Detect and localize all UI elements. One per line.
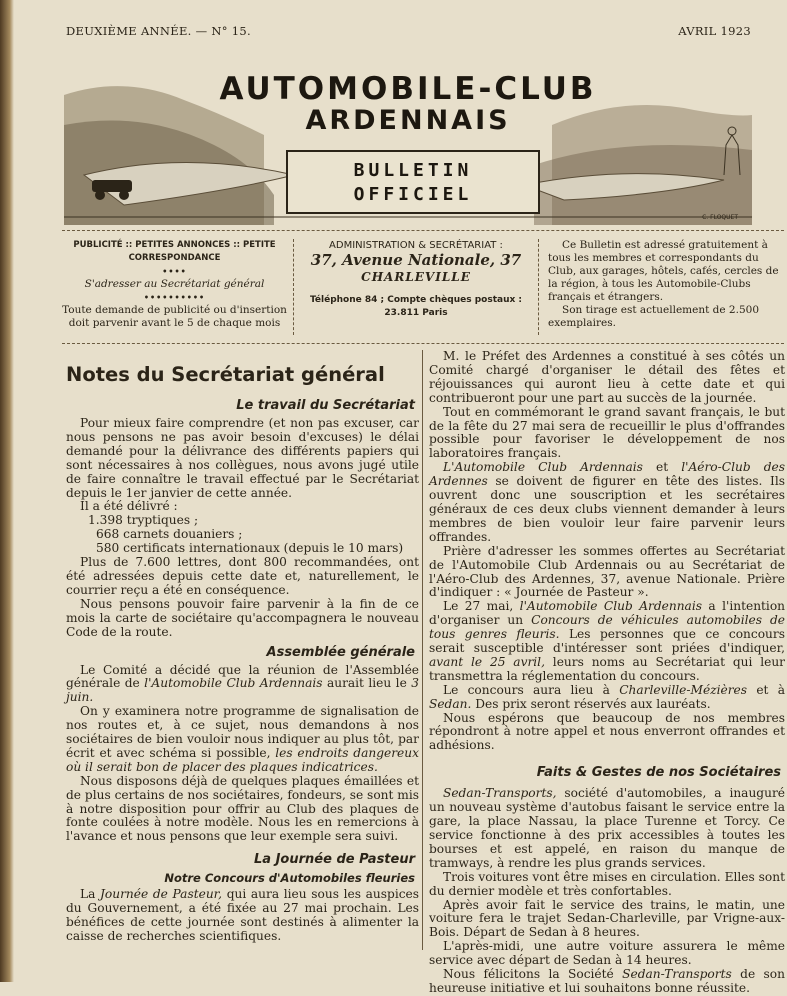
section-subheading-concours: Notre Concours d'Automobiles fleuries [164,871,415,886]
section-heading-pasteur: La Journée de Pasteur [254,852,415,868]
paragraph: Le 27 mai, l'Automobile Club Ardennais a l'intention d'organiser un Concours de véhicules automobiles de tous genres fleuris. Les personnes que ce concours serait susceptible d'intéresser sont priées d'indiquer, avant le 25 avril, leurs noms au Secrétariat qui leur transmettra la réglementation du concours. [429,599,786,683]
info-box [62,230,784,344]
paragraph: Prière d'adresser les sommes offertes au Secrétariat de l'Automobile Club Ardennais ou au Secrétariat de l'Aéro-Club des Ardennes, 37, avenue Nationale. Prière d'indiquer : « Journée de Pasteur ». [429,543,785,600]
bulletin-plaque [286,150,540,214]
masthead-title: AUTOMOBILE-CLUB [219,71,597,107]
main-heading: Notes du Secrétariat général [66,363,385,386]
paragraph: Sedan-Transports, société d'automobiles, a inauguré un nouveau système d'autobus faisant le service entre la gare, la place Nassau, la place Turenne et Torcy. Ce service fonctionne à des prix accessibles à toutes les bourses et est appelé, en raison du manque de tramways, à rendre les plus grands services. [429,786,785,870]
admin-heading: ADMINISTRATION & SECRÉTARIAT : [329,240,503,251]
paragraph: Nous félicitons la Société Sedan-Transports de son heureuse initiative et lui souhaitons bonne réussite. [429,967,785,995]
newspaper-page [18,0,786,995]
issue-number: DEUXIÈME ANNÉE. — N° 15. [66,24,251,38]
paragraph: Pour mieux faire comprendre (et non pas excuser, car nous pensons ne pas avoir besoin d'excuses) le délai demandé pour la délivrance des différents papiers qui sont nécessaires à nos collègues, nous avons jugé utile de faire connaître le travail effectué par le Secrétariat depuis le 1er janvier de cette année. [66,416,419,500]
circulation-text: Son tirage est actuellement de 2.500 exemplaires. [548,304,759,329]
masthead [64,55,752,225]
administration-info [293,239,539,335]
running-header [66,24,751,42]
paragraph: Plus de 7.600 lettres, dont 800 recommandées, ont été adressées depuis cette date et, naturellement, le courrier reçu a été en conséquence. [66,555,419,597]
list-item: 668 carnets douaniers ; [96,527,243,542]
dots-divider: •••• [162,266,187,276]
plaque-line-2: OFFICIEL [353,184,473,205]
dots-divider: •••••••••• [143,292,206,302]
advertising-info [62,239,287,335]
phone-line: Téléphone 84 ; Compte chèques postaux : 23.811 Paris [309,295,523,318]
paragraph: Nous disposons déjà de quelques plaques émaillées et de plus certains de nos sociétaires, fondeurs, se sont mis à notre disposition pour offrir au Club des plaques de fonte coulées à notre modèle. Nous les en remercions à l'avance et nous pensons que leur exemple sera suivi. [66,773,419,844]
paragraph: On y examinera notre programme de signalisation de nos routes et, à ce sujet, nous demandons à nos sociétaires de bien vouloir nous indiquer au plus tôt, par écrit et avec schéma si possible, les endroits dangereux où il serait bon de placer des plaques indicatrices. [66,704,419,774]
paragraph: Trois voitures vont être mises en circulation. Elles sont du dernier modèle et très confortables. [429,869,785,898]
address: 37, Avenue Nationale, 37 [310,251,522,269]
plaque-line-1: BULLETIN [353,160,473,181]
list-item: 580 certificats internationaux (depuis le 10 mars) [96,541,404,556]
services-line: PUBLICITÉ :: PETITES ANNONCES :: PETITE CORRESPONDANCE [73,240,276,263]
delivered-list [88,514,419,556]
paragraph: L'après-midi, une autre voiture assurera le même service avec départ de Sedan à 14 heures. [429,939,785,968]
paragraph: Tout en commémorant le grand savant français, le but de la fête du 27 mai sera de recueillir le plus d'offrandes possible pour favoriser le développement de nos laboratoires français. [429,404,785,461]
left-column [66,350,419,944]
paragraph: L'Automobile Club Ardennais et l'Aéro-Club des Ardennes se doivent de figurer en tête des listes. Ils ouvrent donc une souscription et les secrétaires généraux de ces deux clubs viennent demander à leurs membres de bien vouloir leur faire parvenir leurs offrandes. [429,460,786,544]
distribution-info [542,239,787,335]
contact-line: S'adresser au Secrétariat général [84,278,265,290]
paragraph: Nous pensons pouvoir faire parvenir à la fin de ce mois la carte de sociétaire qu'accompagnera le nouveau Code de la route. [66,596,419,639]
artist-signature: C. FLOQUET [702,214,738,221]
paragraph: Après avoir fait le service des trains, le matin, une voiture fera le trajet Sedan-Charleville, par Vrigne-aux-Bois. Départ de Sedan à 8 heures. [429,897,785,940]
right-column [429,350,785,996]
paragraph: Le concours aura lieu à Charleville-Mézières et à Sedan. Des prix seront réservés aux lauréats. [429,682,785,711]
section-heading-faits: Faits & Gestes de nos Sociétaires [536,765,781,781]
column-divider [422,350,423,950]
distribution-text: Ce Bulletin est adressé gratuitement à tous les membres et correspondants du Club, aux garages, hôtels, cafés, cercles de la région, à tous les Automobile-Clubs français et étrangers. [548,239,779,303]
list-item: 1.398 tryptiques ; [88,513,199,528]
paragraph: Il a été délivré : [80,499,178,514]
binding-spine [0,0,14,982]
masthead-subtitle: ARDENNAIS [305,105,511,136]
issue-date: AVRIL 1923 [678,24,751,38]
city: CHARLEVILLE [361,270,471,284]
section-heading-assemblee: Assemblée générale [266,644,415,660]
paragraph: La Journée de Pasteur, qui aura lieu sous les auspices du Gouvernement, a été fixée au 27 mai prochain. Les bénéfices de cette journée sont destinés à alimenter la caisse de recherches scientifiques. [66,887,420,943]
paragraph: M. le Préfet des Ardennes a constitué à ses côtés un Comité chargé d'organiser le détail des fêtes et réjouissances qui auront lieu à cette date et qui contribueront pour une part au succès de la journée. [429,349,785,405]
section-heading-travail: Le travail du Secrétariat [236,398,415,413]
paragraph: Le Comité a décidé que la réunion de l'Assemblée générale de l'Automobile Club Ardennais aurait lieu le 3 juin. [66,662,419,705]
deadline-text: Toute demande de publicité ou d'insertion doit parvenir avant le 5 de chaque mois [62,304,287,329]
paragraph: Nous espérons que beaucoup de nos membres répondront à notre appel et nous enverront offrandes et adhésions. [429,710,785,753]
